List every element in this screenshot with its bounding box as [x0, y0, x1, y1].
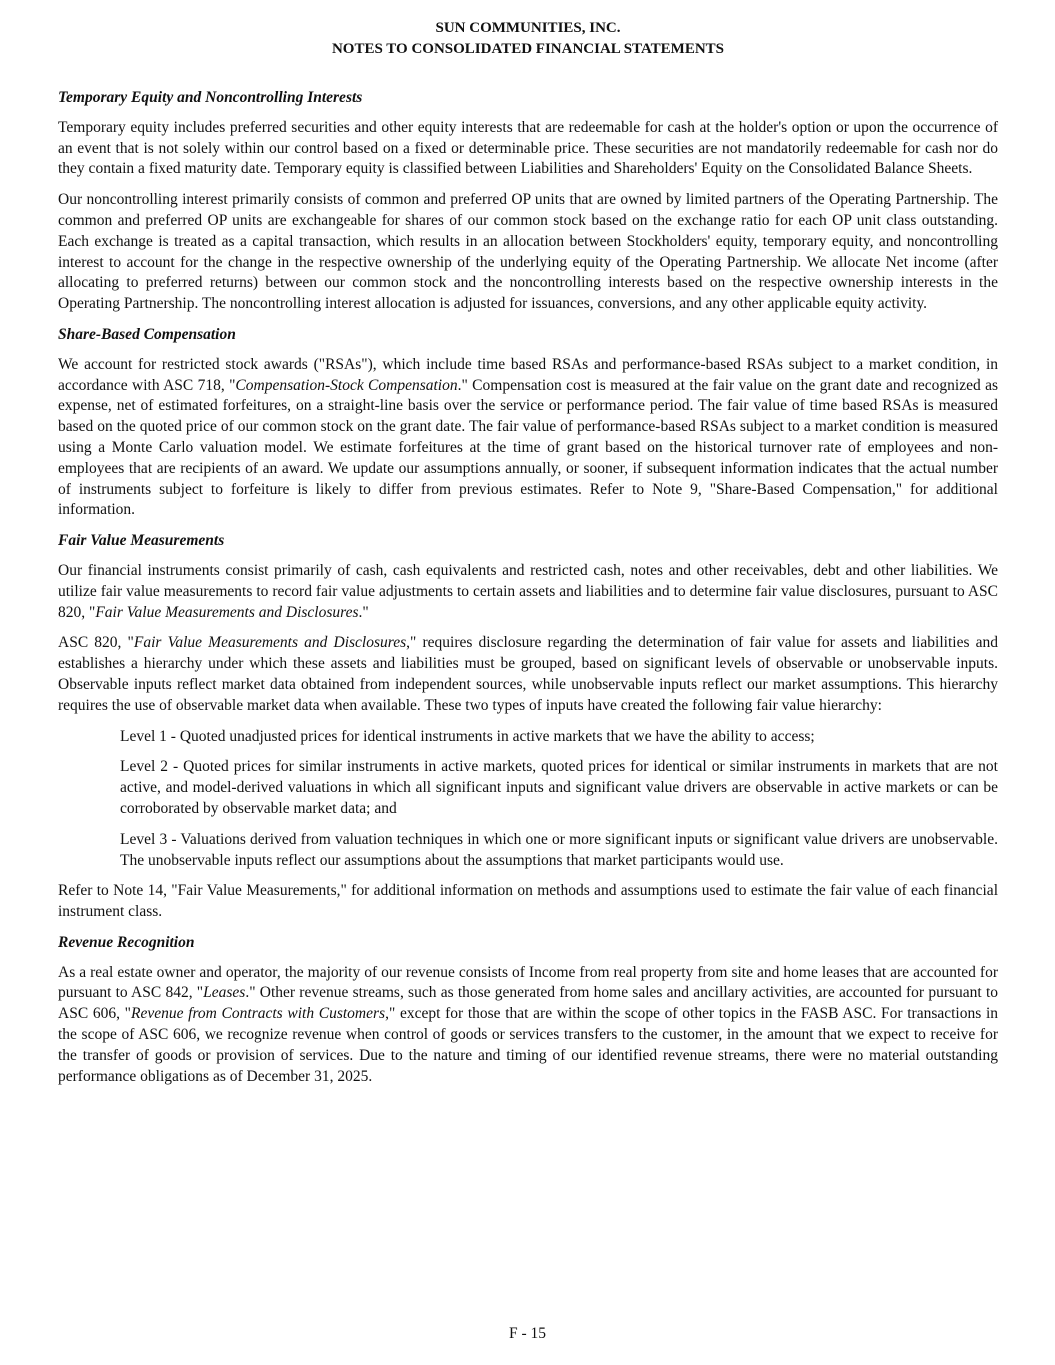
text-run: .": [358, 603, 369, 621]
fair-value-level-1: Level 1 - Quoted unadjusted prices for identical instruments in active markets that we have the ability to access;: [120, 727, 815, 745]
fair-value-paragraph-3: Refer to Note 14, "Fair Value Measurements," for additional information on methods and assumptions used to estimate the fair value of each financial instrument class.: [58, 882, 998, 921]
italic-reference: Fair Value Measurements and Disclosures: [95, 603, 359, 621]
document-page: [58, 18, 998, 1097]
heading-revenue-recognition: Revenue Recognition: [58, 933, 195, 951]
revenue-paragraph: [58, 963, 998, 1088]
heading-share-based-compensation: Share-Based Compensation: [58, 325, 236, 343]
text-run: ASC 820, ": [58, 634, 134, 652]
text-run: Our financial instruments consist primarily of cash, cash equivalents and restricted cash, notes and other receivables, debt and other liabilities. We utilize fair value measurements to record fair value adjustments to certain assets and liabilities and to determine fair value disclosures, pursuant to ASC 820, ": [58, 561, 998, 621]
fair-value-paragraph-2: [58, 633, 998, 716]
heading-fair-value: Fair Value Measurements: [58, 532, 225, 550]
text-run: As a real estate owner and operator, the majority of our revenue consists of Income from real property from site and home leases that are accounted for pursuant to ASC 842, ": [58, 963, 998, 1002]
italic-reference: Leases: [203, 984, 246, 1002]
page-subtitle: NOTES TO CONSOLIDATED FINANCIAL STATEMENTS: [331, 40, 725, 57]
fair-value-level-2: Level 2 - Quoted prices for similar instruments in active markets, quoted prices for identical or similar instruments in markets that are not active, and model-derived valuations in which all significant inputs and significant value drivers are observable in active markets or can be corroborated by observable market data; and: [120, 758, 998, 817]
text-run: ," except for those that are within the scope of other topics in the FASB ASC. For transactions in the scope of ASC 606, we recognize revenue when control of goods or services transfers to the customer, in the amount that we expect to receive for the transfer of goods or provision of services. Due to the nature and timing of our identified revenue streams, there were no material outstanding performance obligations as of December 31, 2025.: [58, 1005, 999, 1085]
temporary-equity-paragraph-1: Temporary equity includes preferred securities and other equity interests that are redeemable for cash at the holder's option or upon the occurrence of an event that is not solely within our control based on a fixed or determinable price. These securities are not mandatorily redeemable for cash nor do they contain a fixed maturity date. Temporary equity is classified between Liabilities and Shareholders' Equity on the Consolidated Balance Sheets.: [58, 118, 998, 178]
fair-value-level-3: Level 3 - Valuations derived from valuation techniques in which one or more significant inputs or significant value drivers are unobservable. The unobservable inputs reflect our assumptions about the assumptions that market participants would use.: [120, 830, 998, 869]
text-run: ," requires disclosure regarding the determination of fair value for assets and liabilities and establishes a hierarchy under which these assets and liabilities must be grouped, based on significant levels of observable or unobservable inputs. Observable inputs reflect market data obtained from independent sources, while unobservable inputs reflect our market assumptions. This hierarchy requires the use of observable market data when available. These two types of inputs have created the following fair value hierarchy:: [58, 634, 999, 714]
italic-reference: Fair Value Measurements and Disclosures: [133, 634, 407, 652]
text-run: ." Other revenue streams, such as those generated from home sales and ancillary activities, are accounted for pursuant to ASC 606, ": [58, 984, 998, 1023]
temporary-equity-paragraph-2: Our noncontrolling interest primarily consists of common and preferred OP units that are owned by limited partners of the Operating Partnership. The common and preferred OP units are exchangeable for shares of our common stock based on the exchange ratio for each OP unit class outstanding. Each exchange is treated as a capital transaction, which results in an allocation between Stockholders' equity, temporary equity, and noncontrolling interest to account for the change in the respective ownership of the underlying equity of the Operating Partnership. We allocate Net income (after allocating to preferred returns) between our common stock and the noncontrolling interests based on the respective ownership interests in the Operating Partnership. The noncontrolling interest allocation is adjusted for issuances, conversions, and any other applicable equity activity.: [58, 191, 998, 313]
fair-value-paragraph-1: [58, 561, 998, 623]
page-number: F - 15: [508, 1325, 547, 1342]
text-run: We account for restricted stock awards ("RSAs"), which include time based RSAs and performance-based RSAs subject to a market condition, in accordance with ASC 718, ": [58, 355, 998, 394]
text-run: ." Compensation cost is measured at the fair value on the grant date and recognized as expense, net of estimated forfeitures, on a straight-line basis over the service or performance period. The fair value of time based RSAs is measured based on the quoted price of our common stock on the grant date. The fair value of performance-based RSAs subject to a market condition is measured using a Monte Carlo valuation model. We estimate forfeitures at the time of grant based on the historical turnover rate of employees and non-employees that are recipients of an award. We update our assumptions annually, or sooner, if subsequent information indicates that the actual number of instruments subject to forfeiture is likely to differ from previous estimates. Refer to Note 9, "Share-Based Compensation," for additional information.: [58, 376, 998, 519]
italic-reference: Compensation-Stock Compensation: [235, 376, 458, 394]
italic-reference: Revenue from Contracts with Customers: [130, 1005, 386, 1023]
page-header: [58, 18, 998, 59]
heading-temporary-equity: Temporary Equity and Noncontrolling Interests: [58, 89, 363, 106]
share-based-paragraph: [58, 355, 998, 521]
company-name: SUN COMMUNITIES, INC.: [435, 20, 621, 36]
